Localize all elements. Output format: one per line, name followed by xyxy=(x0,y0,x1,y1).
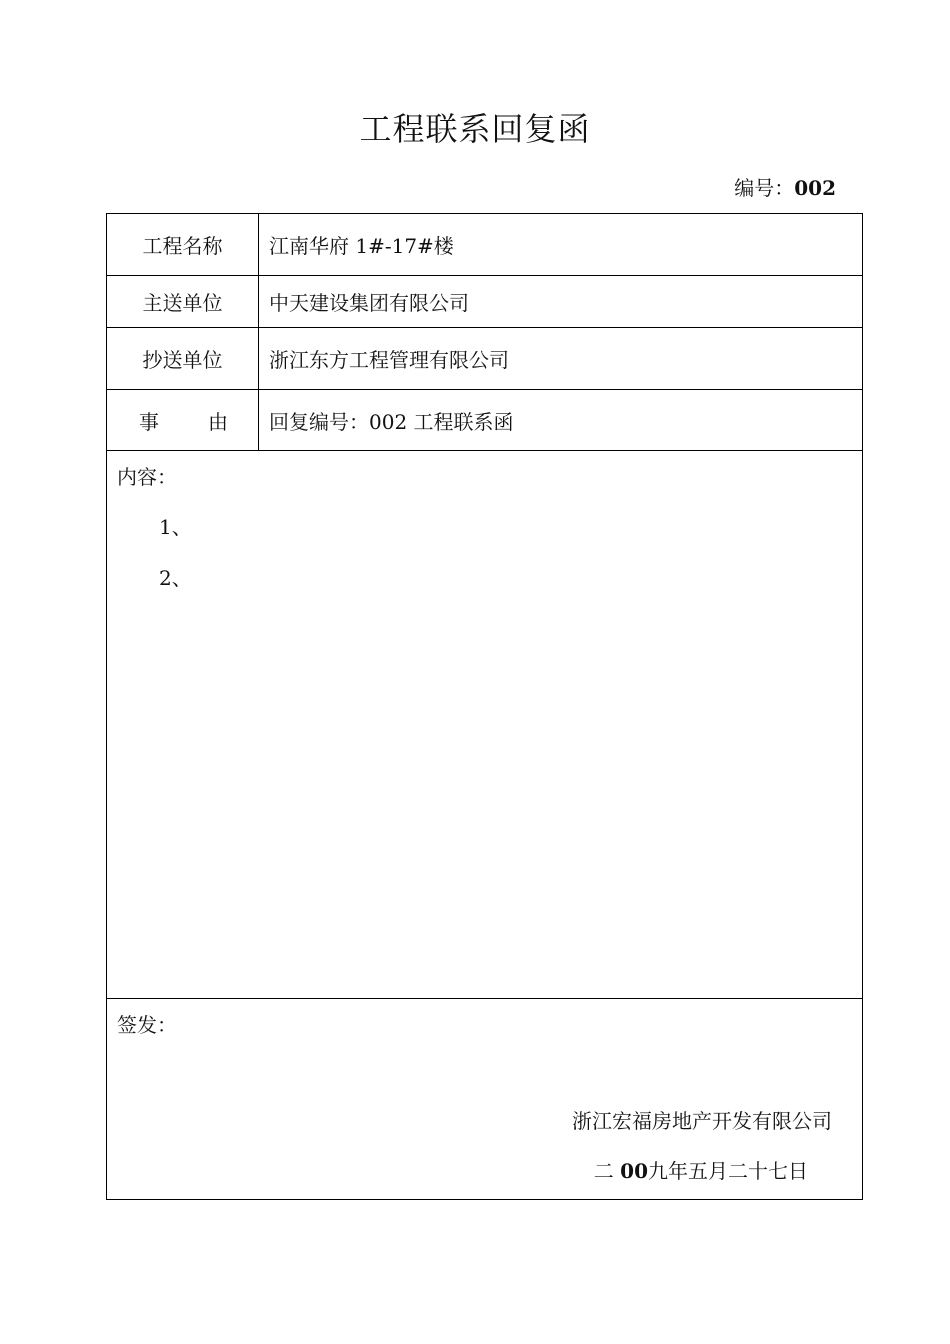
document-title: 工程联系回复函 xyxy=(359,110,591,148)
issue-date-suffix: 九年五月二十七日 xyxy=(648,1159,808,1183)
row-main-recipient xyxy=(107,276,862,328)
main-recipient-value: 中天建设集团有限公司 xyxy=(269,291,469,315)
subject-label xyxy=(107,390,259,450)
content-item-2: 2、 xyxy=(159,566,192,590)
issue-date-prefix: 二 xyxy=(593,1159,614,1183)
subject-value: 回复编号：002 工程联系函 xyxy=(269,409,514,434)
row-project-name xyxy=(107,214,862,276)
document-number-label: 编号： xyxy=(734,176,795,200)
reply-form-table xyxy=(106,213,863,1200)
project-name-label: 工程名称 xyxy=(107,214,259,275)
document-number xyxy=(734,172,836,201)
main-recipient-label: 主送单位 xyxy=(107,276,259,327)
row-cc-recipient xyxy=(107,328,862,390)
project-name-value: 江南华府 1#-17#楼 xyxy=(269,234,454,258)
signature-label: 签发： xyxy=(117,1013,177,1037)
document-number-value: 002 xyxy=(794,176,836,200)
content-section xyxy=(107,451,862,999)
issuing-company: 浙江宏福房地产开发有限公司 xyxy=(572,1109,832,1133)
row-subject xyxy=(107,390,862,451)
signature-section xyxy=(107,999,862,1199)
issue-date-bold: 00 xyxy=(620,1159,648,1183)
content-item-1: 1、 xyxy=(159,515,192,539)
issue-date xyxy=(594,1155,808,1184)
content-label: 内容： xyxy=(117,465,177,489)
subject-label-part-2: 由 xyxy=(208,409,228,434)
cc-recipient-value: 浙江东方工程管理有限公司 xyxy=(269,348,509,372)
subject-label-part-1: 事 xyxy=(139,409,159,434)
cc-recipient-label: 抄送单位 xyxy=(107,328,259,389)
